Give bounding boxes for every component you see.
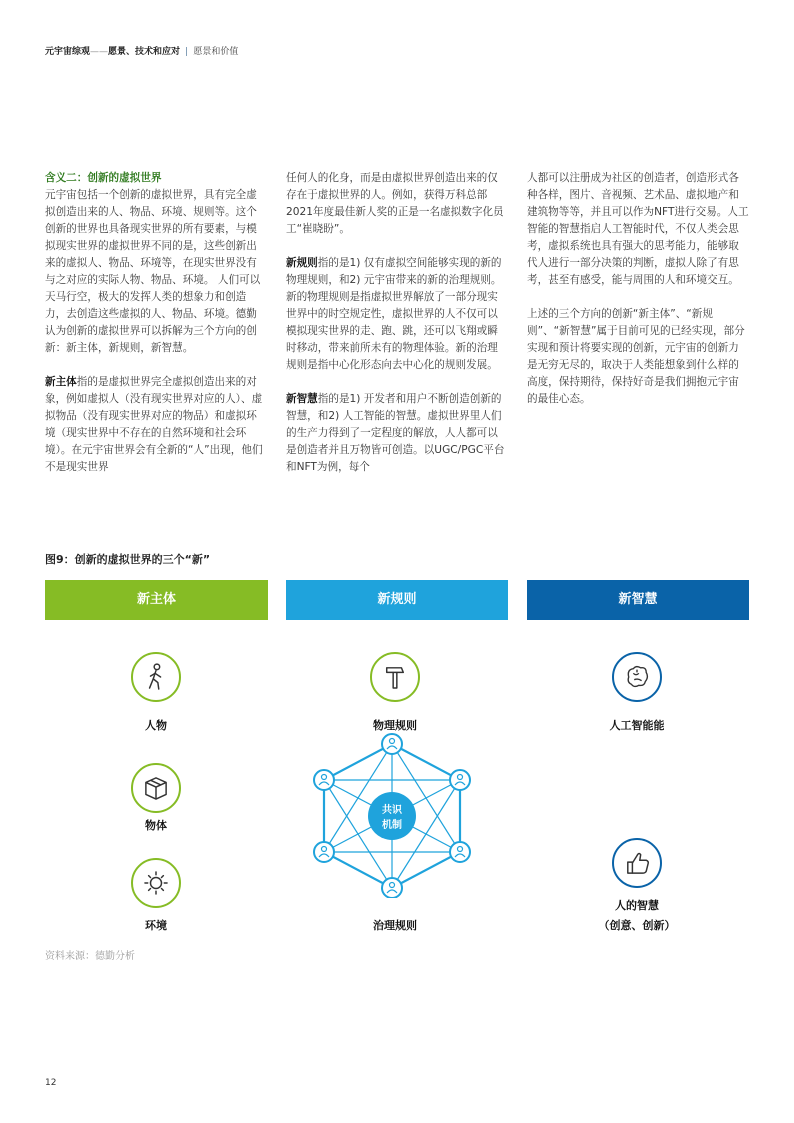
brain-icon <box>612 652 662 702</box>
col2-para2 <box>286 255 508 374</box>
col2-para1: 任何人的化身，而是由虚拟世界创造出来的仅存在于虚拟世界的人。例如，获得万科总部2021年度最佳新人奖的正是一名虚拟数字化员工“崔晓盼”。 <box>286 172 504 235</box>
col2-text3: 指的是1) 开发者和用户不断创造创新的智慧，和2) 人工智能的智慧。虚拟世界里人们的生产力得到了一定程度的解放，人人都可以是创造者并且万物皆可创造。以UGC/PGC平台和NFT为例，每个 <box>286 393 505 473</box>
page-number: 12 <box>45 1078 57 1088</box>
text-column-2 <box>286 170 508 493</box>
label-human-wisdom: 人的智慧 <box>615 899 659 912</box>
header-title: 元宇宙综观 <box>45 47 91 57</box>
box-icon <box>131 763 181 813</box>
hammer-icon <box>370 652 420 702</box>
label-physics-rule: 物理规则 <box>373 719 417 732</box>
label-governance-rule: 治理规则 <box>373 919 417 932</box>
label-ai: 人工智能能 <box>609 719 665 732</box>
header-subtitle: 愿景、技术和应对 <box>108 47 181 57</box>
col2-text2: 指的是1) 仅有虚拟空间能够实现的新的物理规则，和2) 元宇宙带来的新的治理规则。新的物理规则是指虚拟世界解放了一部分现实世界中的时空规定性，虚拟世界的人不仅可以模拟现实世界的走、跑、跳，还可以飞翔或瞬时移动，带来前所未有的物理体验。新的治理规则是指中心化形态向去中心化的规则发展。 <box>286 257 502 371</box>
consensus-network-diagram <box>292 728 492 898</box>
thumbs-up-icon <box>612 838 662 888</box>
term-new-wisdom: 新智慧 <box>286 393 318 405</box>
figure-title: 图9：创新的虚拟世界的三个“新” <box>45 553 211 566</box>
label-object: 物体 <box>145 819 167 832</box>
header-dash: —— <box>90 47 109 57</box>
col1-text2: 指的是虚拟世界完全虚拟创造出来的对象，例如虚拟人（没有现实世界对应的人）、虚拟物品（没有现实世界对应的物品）和虚拟环境（现实世界中不存在的自然环境和社会环境）。在元宇宙世界会有全新的“人”出现，他们不是现实世界 <box>45 376 263 473</box>
figure-source: 资料来源：德勤分析 <box>45 951 135 962</box>
text-column-1 <box>45 170 267 493</box>
label-environment: 环境 <box>145 919 167 932</box>
term-new-subject: 新主体 <box>45 376 77 388</box>
section-heading: 含义二：创新的虚拟世界 <box>45 172 162 184</box>
col1-para2 <box>45 374 267 476</box>
term-new-rules: 新规则 <box>286 257 318 269</box>
col3-para1: 人都可以注册成为社区的创造者，创造形式各种各样，图片、音视频、艺术品、虚拟地产和建筑物等等，并且可以作为NFT进行交易。人工智能的智慧指启人工智能时代，不仅人类会思考，虚拟系统也具有强大的思考能力，能够取代人进行一部分决策的判断，虚拟人除了有思考，甚至有感受，能与周围的人和环境交互。 <box>527 172 749 286</box>
band-new-wisdom: 新智慧 <box>527 580 749 620</box>
consensus-label-line2: 机制 <box>382 820 402 831</box>
col3-para2: 上述的三个方向的创新“新主体”、“新规则”、“新智慧”属于目前可见的已经实现，部分实现和预计将要实现的创新，元宇宙的创新力是无穷无尽的，取决于人类能想象到什么样的高度，保持期待，保持好奇是我们拥抱元宇宙的最佳心态。 <box>527 308 745 405</box>
sun-icon <box>131 858 181 908</box>
person-walking-icon <box>131 652 181 702</box>
label-human-wisdom-sub: （创意、创新） <box>598 919 676 932</box>
running-header <box>45 44 238 57</box>
band-new-rules: 新规则 <box>286 580 508 620</box>
band-new-subject: 新主体 <box>45 580 268 620</box>
col2-para3 <box>286 391 508 476</box>
label-person: 人物 <box>145 719 167 732</box>
col1-text1: 元宇宙包括一个创新的虚拟世界，具有完全虚拟创造出来的人、物品、环境、规则等。这个创新的世界也具备现实世界的所有要素，与模拟现实世界的虚拟世界不同的是，这些创新出来的虚拟人、物品、环境等，在现实世界没有与之对应的实际人物、物品、环境。 人们可以天马行空，极大的发挥人类的想象力和创造力，去创造这些虚拟的人、物品、环境。德勤认为创新的虚拟世界可以拆解为三个方向的创新：新主体，新规则，新智慧。 <box>45 189 261 354</box>
header-separator: | <box>185 47 189 57</box>
consensus-label-line1: 共识 <box>382 805 402 816</box>
header-section: 愿景和价值 <box>193 47 239 57</box>
text-column-3 <box>527 170 749 425</box>
col1-para1 <box>45 170 267 357</box>
